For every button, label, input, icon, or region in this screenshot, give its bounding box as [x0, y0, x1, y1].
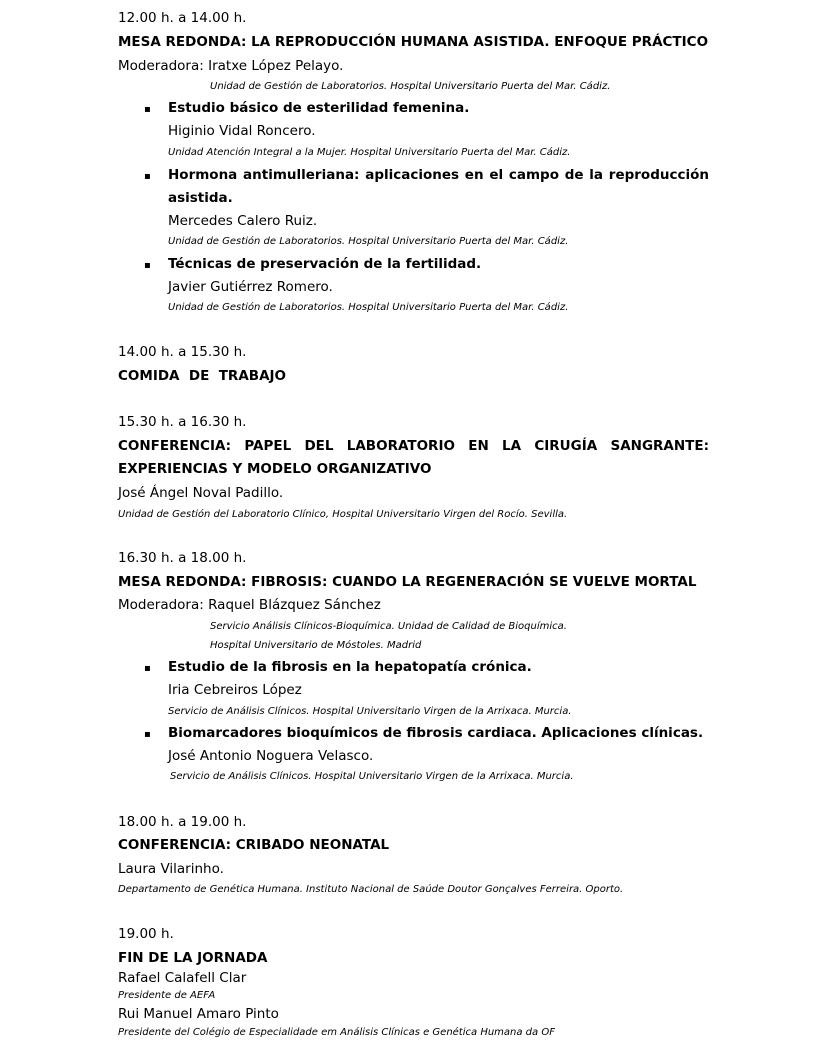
session-time: 15.30 h. a 16.30 h. — [118, 414, 247, 430]
moderator-affiliation: Unidad de Gestión de Laboratorios. Hospital Universitario Puerta del Mar. Cádiz. — [210, 81, 611, 92]
session-title: COMIDA DE TRABAJO — [118, 368, 287, 384]
talk-speaker: Higinio Vidal Roncero. — [168, 123, 316, 139]
session-title: FIN DE LA JORNADA — [118, 950, 268, 966]
talk-speaker: Mercedes Calero Ruiz. — [168, 213, 318, 229]
speaker-affiliation: Unidad de Gestión del Laboratorio Clínico, Hospital Universitario Virgen del Rocío. Sevilla. — [118, 509, 568, 520]
session-title: CONFERENCIA: PAPEL DEL LABORATORIO EN LA CIRUGÍA SANGRANTE: — [118, 438, 709, 454]
talk-affiliation: Unidad Atención Integral a la Mujer. Hospital Universitario Puerta del Mar. Cádiz. — [168, 147, 571, 158]
talk-title: Estudio básico de esterilidad femenina. — [168, 100, 470, 116]
bullet-icon: ▪ — [144, 104, 151, 115]
bullet-icon: ▪ — [144, 260, 151, 271]
session-time: 19.00 h. — [118, 926, 174, 942]
session-time: 14.00 h. a 15.30 h. — [118, 344, 247, 360]
talk-title: Estudio de la fibrosis en la hepatopatía crónica. — [168, 659, 532, 675]
talk-speaker: Iria Cebreiros López — [168, 682, 302, 698]
bullet-icon: ▪ — [144, 729, 151, 740]
talk-title-cont: asistida. — [168, 190, 233, 206]
session-time: 18.00 h. a 19.00 h. — [118, 814, 247, 830]
speaker: José Ángel Noval Padillo. — [118, 485, 284, 501]
talk-affiliation: Servicio de Análisis Clínicos. Hospital Universitario Virgen de la Arrixaca. Murcia. — [168, 706, 572, 717]
moderator-affiliation: Hospital Universitario de Móstoles. Madrid — [210, 640, 422, 651]
session-time: 16.30 h. a 18.00 h. — [118, 550, 247, 566]
bullet-icon: ▪ — [144, 171, 151, 182]
talk-affiliation: Unidad de Gestión de Laboratorios. Hospital Universitario Puerta del Mar. Cádiz. — [168, 236, 569, 247]
moderator: Moderadora: Iratxe López Pelayo. — [118, 58, 344, 74]
bullet-icon: ▪ — [144, 663, 151, 674]
talk-affiliation: Servicio de Análisis Clínicos. Hospital Universitario Virgen de la Arrixaca. Murcia. — [170, 771, 574, 782]
session-title-cont: EXPERIENCIAS Y MODELO ORGANIZATIVO — [118, 461, 432, 477]
moderator: Moderadora: Raquel Blázquez Sánchez — [118, 597, 381, 613]
talk-speaker: Javier Gutiérrez Romero. — [168, 279, 333, 295]
session-title: MESA REDONDA: LA REPRODUCCIÓN HUMANA ASISTIDA. ENFOQUE PRÁCTICO — [118, 34, 709, 50]
session-time: 12.00 h. a 14.00 h. — [118, 10, 247, 26]
speaker: Laura Vilarinho. — [118, 861, 224, 877]
talk-title: Técnicas de preservación de la fertilidad. — [168, 256, 482, 272]
moderator-affiliation: Servicio Análisis Clínicos-Bioquímica. Unidad de Calidad de Bioquímica. — [210, 621, 567, 632]
signatory-name: Rafael Calafell Clar — [118, 970, 247, 986]
session-title: CONFERENCIA: CRIBADO NEONATAL — [118, 837, 390, 853]
signatory-role: Presidente del Colégio de Especialidade em Análisis Clínicas e Genética Humana da OF — [118, 1027, 555, 1038]
speaker-affiliation: Departamento de Genética Humana. Instituto Nacional de Saúde Doutor Gonçalves Ferreira. Oporto. — [118, 884, 624, 895]
talk-title: Biomarcadores bioquímicos de fibrosis cardiaca. Aplicaciones clínicas. — [168, 725, 704, 741]
talk-speaker: José Antonio Noguera Velasco. — [168, 748, 374, 764]
talk-title: Hormona antimulleriana: aplicaciones en el campo de la reproducción — [168, 167, 709, 183]
session-title: MESA REDONDA: FIBROSIS: CUANDO LA REGENERACIÓN SE VUELVE MORTAL — [118, 574, 697, 590]
signatory-name: Rui Manuel Amaro Pinto — [118, 1006, 279, 1022]
talk-affiliation: Unidad de Gestión de Laboratorios. Hospital Universitario Puerta del Mar. Cádiz. — [168, 302, 569, 313]
signatory-role: Presidente de AEFA — [118, 990, 216, 1001]
